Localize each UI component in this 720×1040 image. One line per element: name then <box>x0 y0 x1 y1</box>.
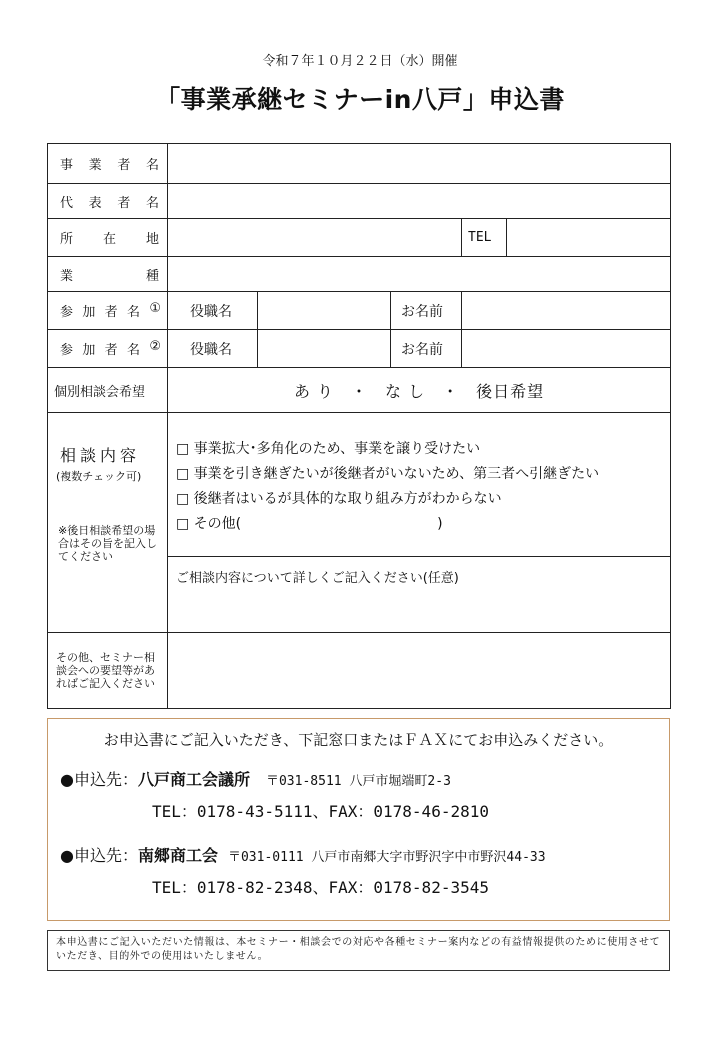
address-field[interactable] <box>168 219 462 257</box>
row-individual-consult <box>48 368 671 413</box>
representative-label: 代 表 者 名 <box>48 184 168 219</box>
destination-1-prefix: ●申込先： <box>60 770 138 789</box>
destination-2-prefix: ●申込先： <box>60 846 138 865</box>
destination-1-name: 八戸商工会議所 <box>137 770 250 789</box>
row-other <box>48 633 671 709</box>
application-form <box>47 143 671 709</box>
row-address <box>48 219 671 257</box>
representative-field[interactable] <box>168 184 671 219</box>
participant-2-label: 参 加 者 名 ② <box>48 330 168 368</box>
consult-content-label-cell <box>48 413 168 633</box>
consult-content-sub: (複数チェック可) <box>56 470 142 483</box>
row-representative <box>48 184 671 219</box>
consult-note: ※後日相談希望の場合はその旨を記入してください <box>58 524 157 563</box>
destination-1-contact: TEL：0178-43-5111、FAX：0178-46-2810 <box>152 802 489 821</box>
destination-1-address: 〒031-8511 八戸市堀端町2-3 <box>265 774 451 789</box>
industry-label: 業 種 <box>48 257 168 292</box>
option-third-party-checkbox[interactable]: □ 事業を引き継ぎたいが後継者がいないため、第三者へ引継ぎたい <box>176 466 600 482</box>
participant-2-position-field[interactable] <box>258 330 391 368</box>
destination-2 <box>60 843 546 866</box>
other-label-cell <box>48 633 168 709</box>
destination-2-address: 〒031-0111 八戸市南郷大字市野沢字中市野沢44-33 <box>227 850 546 865</box>
individual-consult-label: 個別相談会希望 <box>48 368 168 413</box>
participant-2-position-label: 役職名 <box>168 330 258 368</box>
option-successor-checkbox[interactable]: □ 後継者はいるが具体的な取り組み方がわからない <box>176 491 502 507</box>
destination-2-contact: TEL：0178-82-2348、FAX：0178-82-3545 <box>152 878 489 897</box>
consult-content-label: 相談内容 <box>60 446 141 465</box>
consult-options-cell <box>168 413 671 557</box>
tel-field[interactable] <box>507 219 671 257</box>
individual-consult-options[interactable]: あ り ・ な し ・ 後日希望 <box>168 368 671 413</box>
row-participant-2 <box>48 330 671 368</box>
row-business-name <box>48 144 671 184</box>
application-info-box <box>47 718 670 921</box>
participant-1-name-field[interactable] <box>462 292 671 330</box>
business-name-field[interactable] <box>168 144 671 184</box>
business-name-label: 事 業 者 名 <box>48 144 168 184</box>
free-text-field[interactable] <box>168 557 671 633</box>
row-consult-content <box>48 413 671 557</box>
destination-2-name: 南郷商工会 <box>137 846 218 865</box>
industry-field[interactable] <box>168 257 671 292</box>
row-participant-1 <box>48 292 671 330</box>
option-expansion-checkbox[interactable]: □ 事業拡大･多角化のため、事業を譲り受けたい <box>176 441 481 457</box>
free-text-prompt: ご相談内容について詳しくご記入ください(任意) <box>176 571 459 586</box>
participant-1-position-label: 役職名 <box>168 292 258 330</box>
participant-1-position-field[interactable] <box>258 292 391 330</box>
other-field[interactable] <box>168 633 671 709</box>
event-date: 令和７年１０月２２日（水）開催 <box>262 54 458 69</box>
participant-1-name-label: お名前 <box>391 292 462 330</box>
destination-1 <box>60 767 451 790</box>
other-label: その他、セミナー相談会への要望等があればご記入ください <box>56 651 155 690</box>
row-industry <box>48 257 671 292</box>
participant-2-name-field[interactable] <box>462 330 671 368</box>
option-other-checkbox[interactable]: □ その他( ) <box>176 516 443 532</box>
participant-1-label: 参 加 者 名 ① <box>48 292 168 330</box>
page-title: 「事業承継セミナーin八戸」申込書 <box>155 85 565 114</box>
participant-2-name-label: お名前 <box>391 330 462 368</box>
address-label: 所 在 地 <box>48 219 168 257</box>
privacy-notice: 本申込書にご記入いただいた情報は、本セミナー・相談会での対応や各種セミナー案内などの有益情報提供のために使用させていただき、目的外での使用はいたしません。 <box>47 930 670 971</box>
info-lead: お申込書にご記入いただき、下記窓口またはＦＡＸにてお申込みください。 <box>103 731 614 749</box>
tel-label: TEL <box>462 219 507 257</box>
